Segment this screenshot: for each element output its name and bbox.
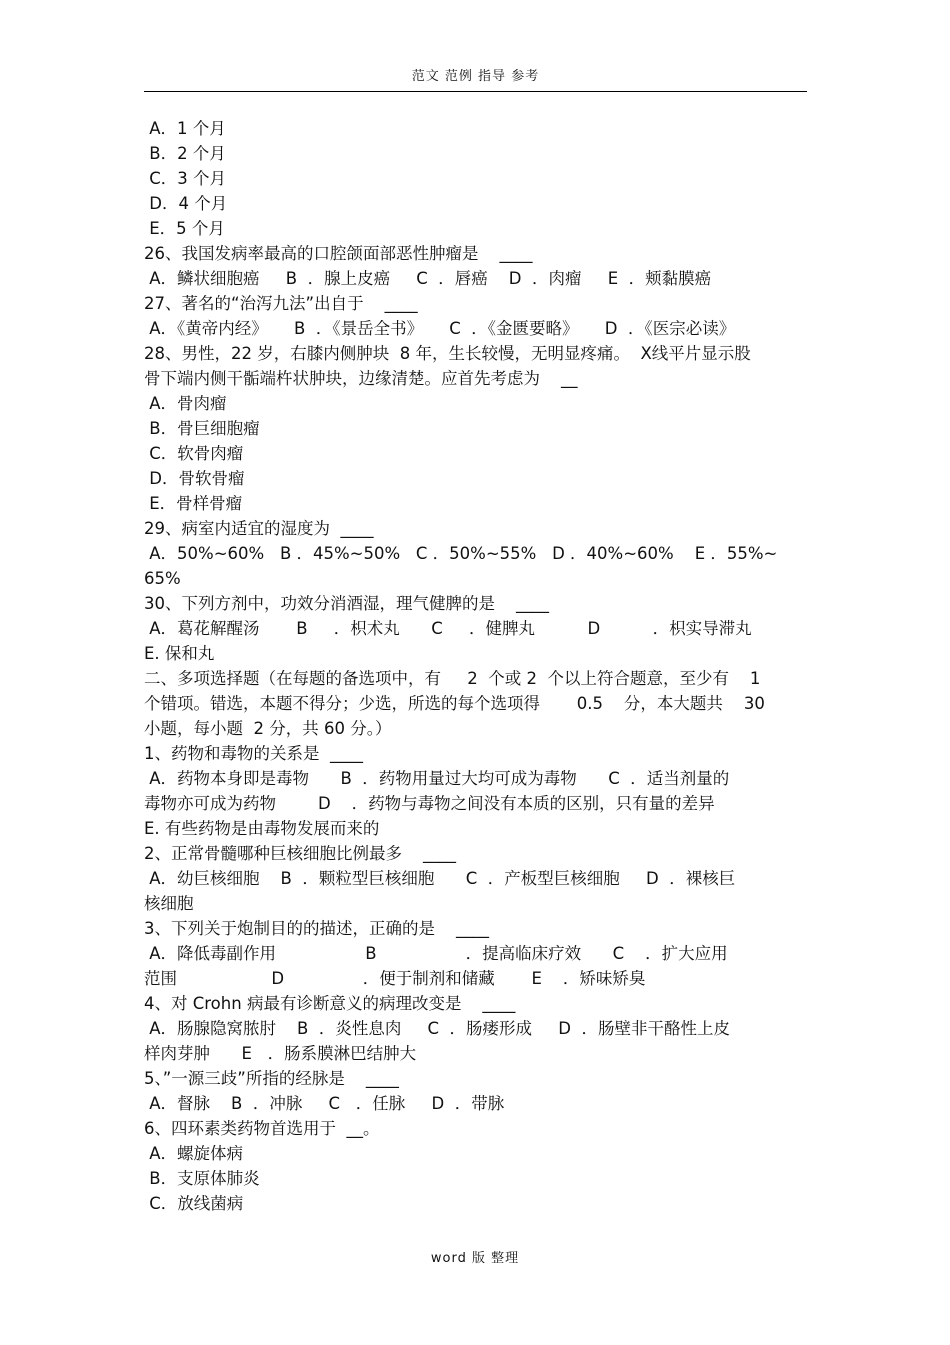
section-heading: 二、多项选择题（在每题的备选项中，有 2 个或 2 个以上符合题意，至少有 1 bbox=[144, 669, 761, 688]
section-heading: 个错项。错选，本题不得分；少选，所选的每个选项得 0.5 分，本大题共 30 bbox=[144, 694, 765, 713]
page-header: 范文 范例 指导 参考 bbox=[411, 69, 540, 84]
options-line: 样肉芽肿 E ．肠系膜淋巴结肿大 bbox=[144, 1044, 417, 1063]
section-heading: 小题，每小题 2 分，共 60 分。） bbox=[144, 719, 392, 738]
question-text: 1、药物和毒物的关系是 ____ bbox=[144, 744, 363, 763]
options-line: 核细胞 bbox=[144, 894, 194, 913]
question-text: 26、我国发病率最高的口腔颌面部恶性肿瘤是 ____ bbox=[144, 244, 533, 263]
options-line: A．降低毒副作用 B ．提高临床疗效 C ．扩大应用 bbox=[144, 944, 728, 963]
options-line: A．幼巨核细胞 B ．颗粒型巨核细胞 C ．产板型巨核细胞 D ．裸核巨 bbox=[144, 869, 736, 888]
option-line: D．骨软骨瘤 bbox=[144, 469, 245, 488]
text-line: D．4 个月 bbox=[144, 194, 228, 213]
question-text: 30、下列方剂中，功效分消酒湿，理气健脾的是 ____ bbox=[144, 594, 549, 613]
text-line: A．1 个月 bbox=[144, 119, 226, 138]
option-line: B．骨巨细胞瘤 bbox=[144, 419, 260, 438]
document-body bbox=[144, 116, 807, 1216]
question-text: 3、下列关于炮制目的的描述，正确的是 ____ bbox=[144, 919, 489, 938]
options-line: A．肠腺隐窝脓肘 B ．炎性息肉 C ．肠瘘形成 D ．肠壁非干酪性上皮 bbox=[144, 1019, 730, 1038]
options-line: 65% bbox=[144, 569, 181, 588]
text-line: B．2 个月 bbox=[144, 144, 226, 163]
question-text: 6、四环素类药物首选用于 __。 bbox=[144, 1119, 380, 1138]
options-line: 范围 D ．便于制剂和储藏 E ．矫味矫臭 bbox=[144, 969, 646, 988]
question-text: 5、”一源三歧”所指的经脉是 ____ bbox=[144, 1069, 399, 1088]
question-text: 4、对 Crohn 病最有诊断意义的病理改变是 ____ bbox=[144, 994, 516, 1013]
options-line: E. 保和丸 bbox=[144, 644, 215, 663]
text-line: C．3 个月 bbox=[144, 169, 227, 188]
options-line: A．鳞状细胞癌 B ．腺上皮癌 C ．唇癌 D ．肉瘤 E ．颊黏膜癌 bbox=[144, 269, 712, 288]
options-line: A．50%~60% B ．45%~50% C ．50%~55% D ．40%~60% E ．55%~ bbox=[144, 544, 778, 563]
option-line: E．骨样骨瘤 bbox=[144, 494, 243, 513]
options-line: 毒物亦可成为药物 D ．药物与毒物之间没有本质的区别，只有量的差异 bbox=[144, 794, 715, 813]
page-footer: word 版 整理 bbox=[430, 1251, 520, 1266]
question-text: 29、病室内适宜的湿度为 ____ bbox=[144, 519, 374, 538]
question-text: 28、男性，22 岁，右膝内侧肿块 8 年，生长较慢，无明显疼痛。 X线平片显示股 bbox=[144, 344, 751, 363]
option-line: C．软骨肉瘤 bbox=[144, 444, 244, 463]
options-line: A．药物本身即是毒物 B ．药物用量过大均可成为毒物 C ．适当剂量的 bbox=[144, 769, 730, 788]
option-line: B．支原体肺炎 bbox=[144, 1169, 260, 1188]
option-line: C．放线菌病 bbox=[144, 1194, 244, 1213]
header-divider bbox=[144, 91, 807, 92]
option-line: A．螺旋体病 bbox=[144, 1144, 244, 1163]
option-line: A．骨肉瘤 bbox=[144, 394, 227, 413]
options-line: A．督脉 B ．冲脉 C ．任脉 D ．带脉 bbox=[144, 1094, 505, 1113]
question-text: 骨下端内侧干骺端杵状肿块，边缘清楚。应首先考虑为 __ bbox=[144, 369, 578, 388]
question-text: 27、著名的“治泻九法”出自于 ____ bbox=[144, 294, 418, 313]
options-line: E. 有些药物是由毒物发展而来的 bbox=[144, 819, 380, 838]
text-line: E．5 个月 bbox=[144, 219, 225, 238]
options-line: A．《黄帝内经》 B ．《景岳全书》 C ．《金匮要略》 D ．《医宗必读》 bbox=[144, 319, 736, 338]
options-line: A．葛花解醒汤 B ．枳术丸 C ．健脾丸 D ．枳实导滞丸 bbox=[144, 619, 752, 638]
question-text: 2、正常骨髓哪种巨核细胞比例最多 ____ bbox=[144, 844, 456, 863]
